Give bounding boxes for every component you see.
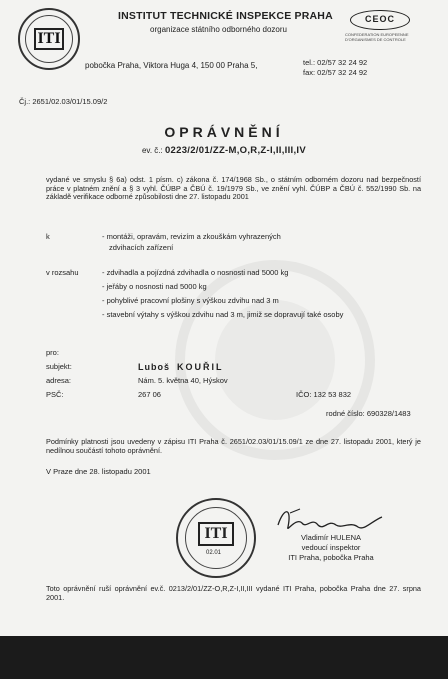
cert-number-value: 0223/2/01/ZZ-M,O,R,Z-I,II,III,IV (164, 145, 307, 156)
subject-first-name: Luboš (138, 362, 170, 372)
ceoc-logo: CEOC (350, 10, 410, 30)
address-value: Nám. 5. května 40, Hýskov (138, 376, 228, 385)
birth-number: rodné číslo: 690328/1483 (326, 409, 411, 418)
range-label: v rozsahu (46, 268, 79, 277)
iti-logo-seal (18, 8, 80, 70)
conditions-paragraph: Podmínky platnosti jsou uvedeny v zápisu ITI Praha č. 2651/02.03/01/15.09/1 ze dne 27. listopadu 2001, který je nedílnou součástí tohoto oprávnění. (46, 437, 421, 455)
range-item: - pohyblivé pracovní plošiny s výškou zdvihu nad 3 m (102, 296, 279, 305)
stamp-iti-text: ITI (198, 522, 234, 546)
subject-label: subjekt: (46, 362, 72, 371)
intro-paragraph: vydané ve smyslu § 6a) odst. 1 písm. c) zákona č. 174/1968 Sb., o státním odborném dozoru nad bezpečností práce v platném znění a § 3 vyhl. ČÚBP a ČBÚ č. 19/1979 Sb., ve znění vyhl. ČÚBP a ČBÚ č. 552/1990 Sb. na základě verifikace odborné způsobilosti dne 27. listopadu 2001 (46, 175, 421, 201)
range-item: - stavební výtahy s výškou zdvihu nad 3 m, jimiž se dopravují také osoby (102, 310, 344, 319)
for-label: pro: (46, 348, 59, 357)
psc-label: PSČ: (46, 390, 64, 399)
document-title: OPRÁVNĚNÍ (164, 124, 284, 140)
k-line-2: zdvihacích zařízení (109, 243, 174, 252)
address-label: adresa: (46, 376, 72, 385)
psc-value: 267 06 (138, 390, 161, 399)
footer-note: Toto oprávnění ruší oprávnění ev.č. 0213/2/01/ZZ-O,R,Z-I,II,III vydané ITI Praha, pobočka Praha dne 27. srpna 2001. (46, 584, 421, 602)
cert-prefix: ev. č.: (141, 146, 163, 155)
certificate-number (0, 145, 448, 156)
bottom-bar (0, 636, 448, 679)
stamp-number: 02.01 (206, 550, 222, 556)
contact-block (303, 58, 367, 78)
range-item: - jeřáby o nosnosti nad 5000 kg (102, 282, 207, 291)
k-label: k (46, 232, 50, 241)
ico-value: IČO: 132 53 832 (296, 390, 352, 399)
logo-iti-text: ITI (34, 28, 64, 50)
subject-name (138, 362, 224, 372)
tel-number: tel.: 02/57 32 24 92 (303, 58, 368, 67)
signer-org: ITI Praha, pobočka Praha (288, 553, 374, 562)
fax-number: fax: 02/57 32 24 92 (303, 68, 368, 77)
institute-subtitle: organizace státního odborného dozoru (150, 25, 287, 34)
subject-last-name: KOUŘIL (177, 362, 224, 372)
ceoc-subtitle: CONFEDERATION EUROPEENNE D'ORGANISMES DE CONTROLE (345, 32, 409, 42)
k-line-1: - montáži, opravám, revizím a zkouškám vyhrazených (102, 232, 281, 241)
place-date: V Praze dne 28. listopadu 2001 (46, 467, 151, 476)
institute-name: INSTITUT TECHNICKÉ INSPEKCE PRAHA (118, 10, 333, 22)
iti-round-stamp (176, 498, 256, 578)
reference-number: Čj.: 2651/02.03/01/15.09/2 (19, 97, 108, 106)
signer-name: Vladimír HULENA (300, 533, 361, 542)
range-item: - zdvihadla a pojízdná zdvihadla o nosnosti nad 5000 kg (102, 268, 289, 277)
branch-address: pobočka Praha, Viktora Huga 4, 150 00 Praha 5, (85, 61, 258, 70)
signer-role: vedoucí inspektor (301, 543, 361, 552)
